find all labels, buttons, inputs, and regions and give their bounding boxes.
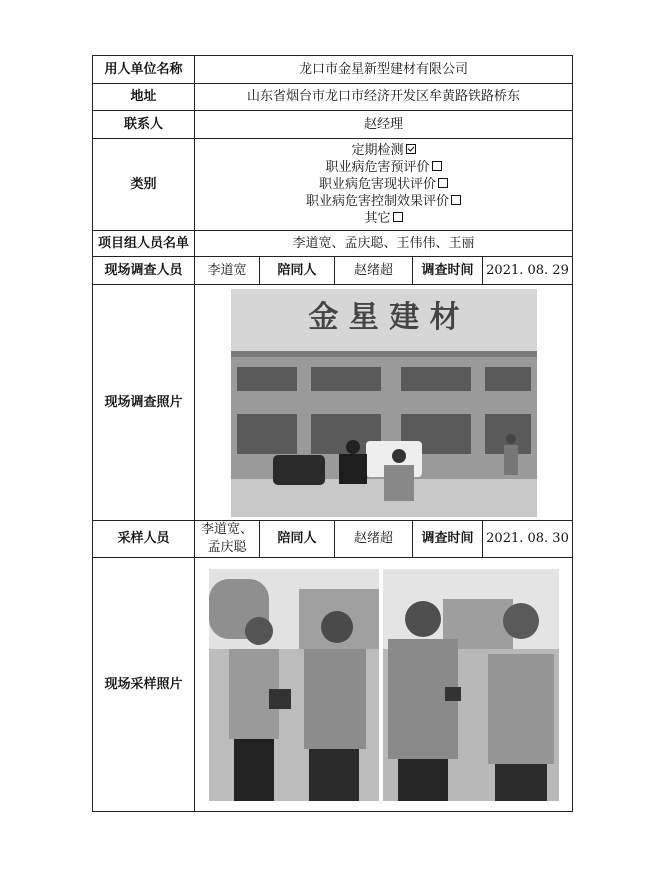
team-label: 项目组人员名单 [93, 231, 195, 257]
sampling-staff-value: 李道宽、孟庆聪 [195, 521, 260, 558]
category-options [195, 139, 573, 231]
contact-value: 赵经理 [195, 111, 573, 139]
sign-text: 金 星 建 材 [307, 299, 460, 335]
sampling-photos [195, 569, 572, 801]
sampling-photo-1 [209, 569, 379, 801]
team-value: 李道宽、孟庆聪、王伟伟、王丽 [195, 231, 573, 257]
category-option [195, 210, 572, 227]
sampling-photo-right [383, 569, 559, 801]
checkbox-icon [438, 178, 448, 188]
sampling-photo-left [209, 569, 379, 801]
survey-photo-label: 现场调查照片 [93, 285, 195, 521]
survey-time-label: 调查时间 [413, 257, 483, 285]
sampling-photo-cell [195, 558, 573, 812]
survey-time-value: 2021. 08. 29 [483, 257, 573, 285]
category-option-label: 职业病危害现状评价 [319, 177, 437, 192]
survey-companion-value: 赵绪超 [335, 257, 413, 285]
category-option-label: 职业病危害预评价 [325, 160, 430, 175]
building-photo [231, 289, 537, 517]
sampling-staff-label: 采样人员 [93, 521, 195, 558]
survey-staff-value: 李道宽 [195, 257, 260, 285]
category-label: 类别 [93, 139, 195, 231]
sampling-time-value: 2021. 08. 30 [483, 521, 573, 558]
checkbox-icon [451, 195, 461, 205]
category-option-label: 定期检测 [351, 143, 404, 158]
sampling-companion-label: 陪同人 [260, 521, 335, 558]
category-option [195, 159, 572, 176]
employer-value: 龙口市金星新型建材有限公司 [195, 56, 573, 84]
address-label: 地址 [93, 84, 195, 111]
sampling-photo-2 [383, 569, 559, 801]
category-option-label: 职业病危害控制效果评价 [306, 194, 450, 209]
survey-photo-cell [195, 285, 573, 521]
category-option [195, 193, 572, 210]
employer-label: 用人单位名称 [93, 56, 195, 84]
sampling-time-label: 调查时间 [413, 521, 483, 558]
survey-record-table [92, 55, 573, 812]
sampling-companion-value: 赵绪超 [335, 521, 413, 558]
category-option [195, 142, 572, 159]
checkbox-icon [406, 144, 416, 154]
checkbox-icon [432, 161, 442, 171]
contact-label: 联系人 [93, 111, 195, 139]
survey-companion-label: 陪同人 [260, 257, 335, 285]
sampling-photo-label: 现场采样照片 [93, 558, 195, 812]
checkbox-icon [393, 212, 403, 222]
category-option-label: 其它 [364, 211, 391, 226]
category-option [195, 176, 572, 193]
survey-photo [231, 289, 537, 517]
address-value: 山东省烟台市龙口市经济开发区牟黄路铁路桥东 [195, 84, 573, 111]
survey-staff-label: 现场调查人员 [93, 257, 195, 285]
